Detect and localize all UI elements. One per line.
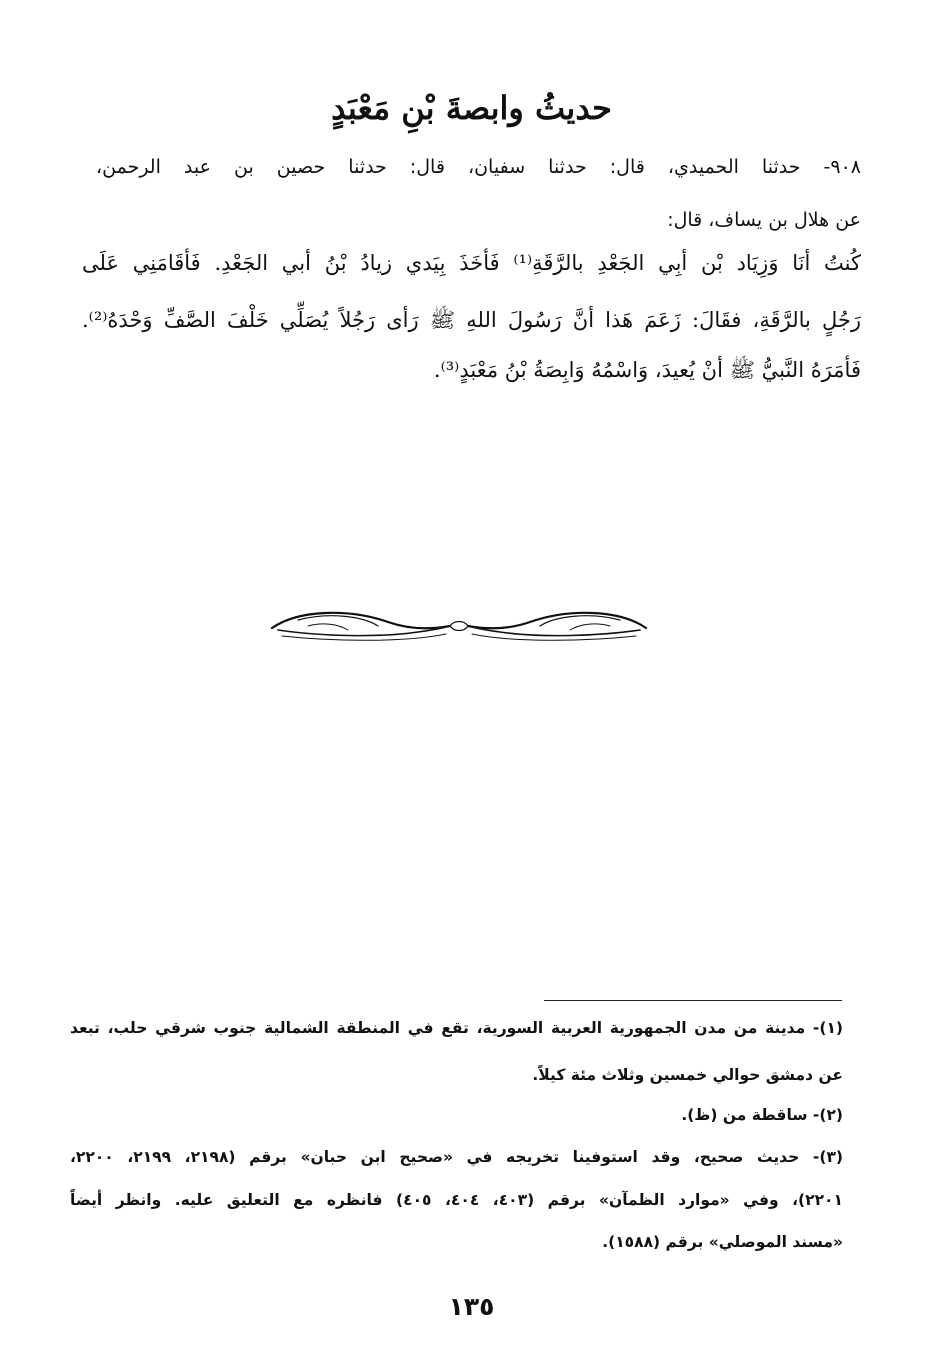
chapter-title: حديثُ وابصةَ بْنِ مَعْبَدٍ	[331, 89, 612, 127]
footnote-separator	[544, 1000, 842, 1001]
hadith-text-line: فَأمَرَهُ النَّبيُّ ﷺ أنْ يُعيدَ، وَاسْمُهُ وَابِصَةُ بْنُ مَعْبَدٍ⁽³⁾.	[433, 358, 861, 382]
footnote-1: (١)- مدينة من مدن الجمهورية العربية السورية، تقع في المنطقة الشمالية جنوب شرقي حلب، تبعد	[70, 1019, 843, 1037]
footnote-2: (٢)- ساقطة من (ظ).	[681, 1106, 843, 1124]
divider-ornament-icon	[268, 606, 650, 646]
footnote-3-continued: ٢٢٠١)، وفي «موارد الظمآن» برقم (٤٠٣، ٤٠٤، ٤٠٥) فانظره مع التعليق عليه. وانظر أيضاً	[70, 1191, 843, 1209]
page-number: ١٣٥	[448, 1292, 495, 1321]
hadith-text-line: كُنتُ أنَا وَزِيَاد بْن أبِي الجَعْدِ بالرَّقَةِ⁽¹⁾ فَأخَذَ بِيَدي زيادُ بْنُ أبي الجَعْدِ. فَأقَامَنِي عَلَى	[82, 251, 861, 275]
footnote-3-end: «مسند الموصلي» برقم (١٥٨٨).	[602, 1233, 843, 1251]
hadith-isnad-line: عن هلال بن يساف، قال:	[667, 209, 861, 231]
footnote-3: (٣)- حديث صحيح، وقد استوفينا تخريجه في «صحيح ابن حبان» برقم (٢١٩٨، ٢١٩٩، ٢٢٠٠،	[70, 1148, 843, 1166]
footnote-1-continued: عن دمشق حوالي خمسين وثلاث مئة كيلاً.	[532, 1066, 843, 1084]
hadith-text-line: رَجُلٍ بالرَّقَةِ، فقَالَ: زَعَمَ هَذا أنَّ رَسُولَ اللهِ ﷺ رَأى رَجُلاً يُصَلِّي خَلْفَ الصَّفِّ وَحْدَهُ⁽²⁾.	[82, 308, 861, 332]
hadith-isnad-line: ٩٠٨- حدثنا الحميدي، قال: حدثنا سفيان، قال: حدثنا حصين بن عبد الرحمن،	[96, 156, 861, 178]
